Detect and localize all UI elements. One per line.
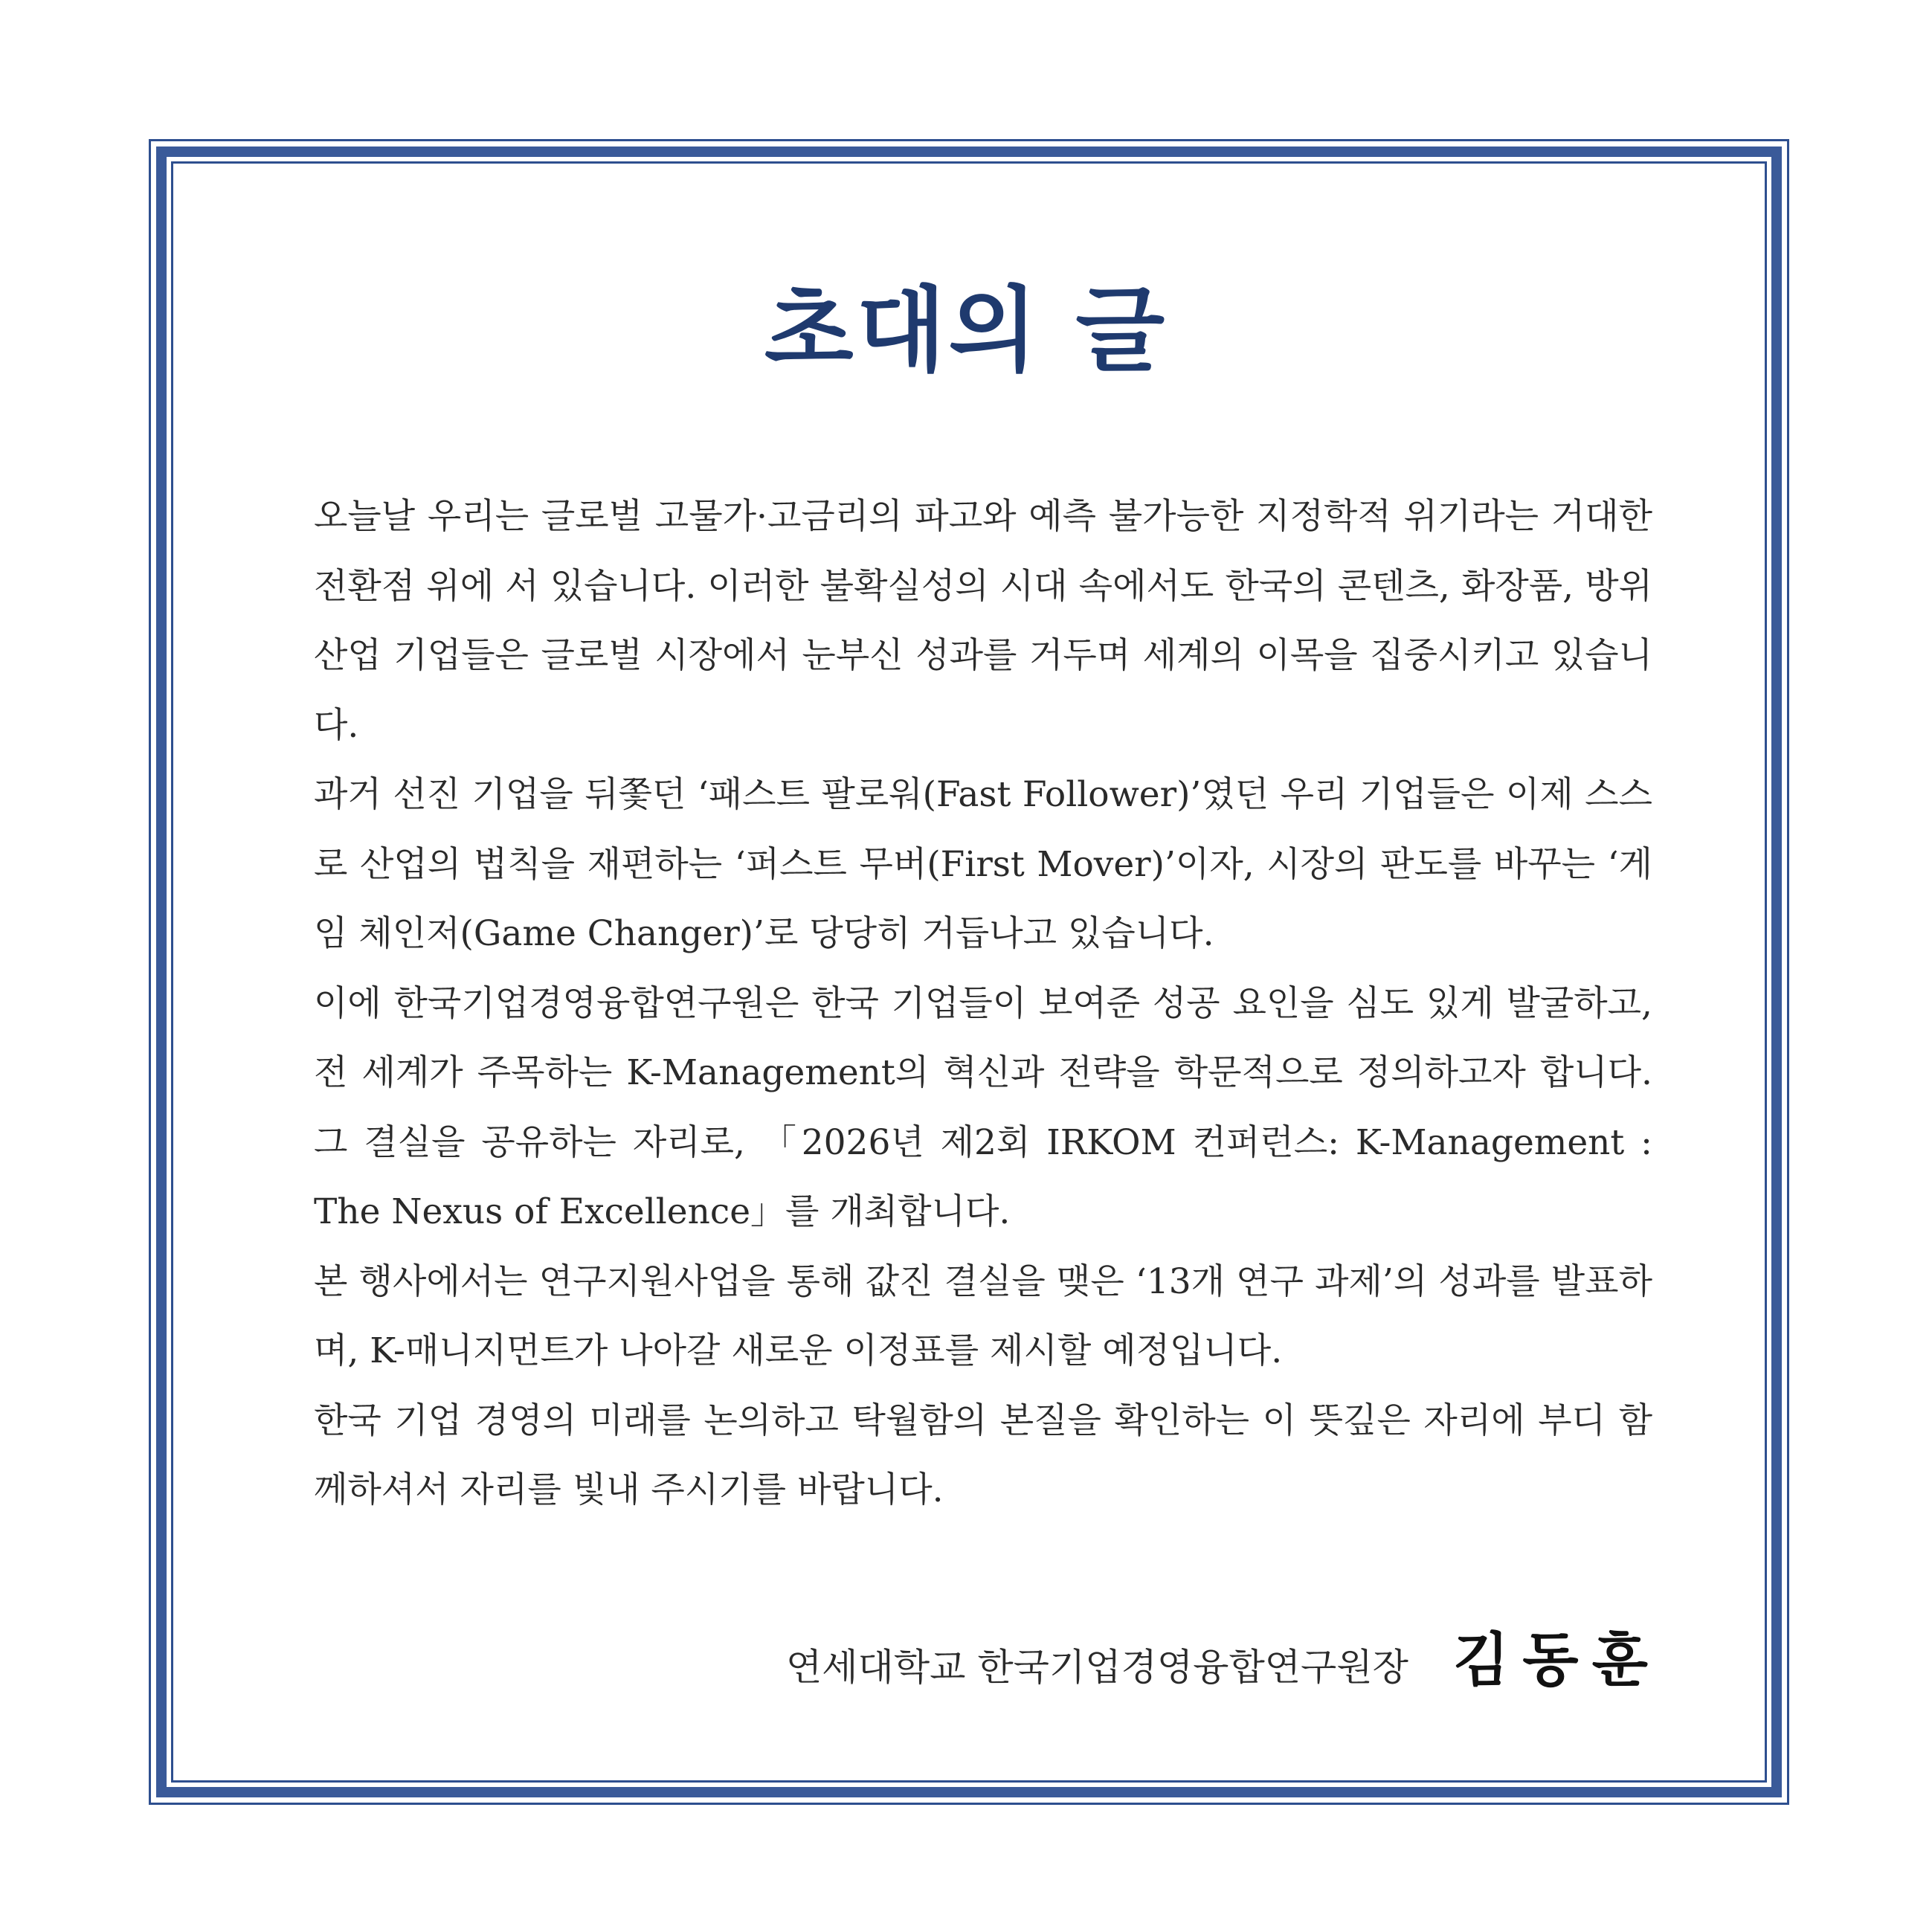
signer-affiliation: 연세대학교 한국기업경영융합연구원장 — [785, 1646, 1408, 1689]
signature — [785, 1614, 1661, 1697]
page-title: 초대의 글 — [764, 277, 1168, 384]
paragraph: 과거 선진 기업을 뒤쫓던 ‘패스트 팔로워(Fast Follower)’였던 우리 기업들은 이제 스스로 산업의 법칙을 재편하는 ‘퍼스트 무버(First Mover)’이자, 시장의 판도를 바꾸는 ‘게임 체인저(Game Changer)’로 당당히 거듭나고 있습니다. — [314, 774, 1652, 954]
signer-name: 김동훈 — [1452, 1627, 1661, 1694]
paragraph: 본 행사에서는 연구지원사업을 통해 값진 결실을 맺은 ‘13개 연구 과제’의 성과를 발표하며, K-매니지먼트가 나아갈 새로운 이정표를 제시할 예정입니다. — [314, 1260, 1652, 1371]
letter-body — [314, 482, 1652, 1525]
paragraph: 이에 한국기업경영융합연구원은 한국 기업들이 보여준 성공 요인을 심도 있게 발굴하고, 전 세계가 주목하는 K-Management의 혁신과 전략을 학문적으로 정의하고자 합니다. 그 결실을 공유하는 자리로, 「2026년 제2회 IRKOM 컨퍼런스: K-Management : The Nexus of Excellence」를 개최합니다. — [314, 982, 1652, 1232]
paragraph: 오늘날 우리는 글로벌 고물가·고금리의 파고와 예측 불가능한 지정학적 위기라는 거대한 전환점 위에 서 있습니다. 이러한 불확실성의 시대 속에서도 한국의 콘텐츠, 화장품, 방위산업 기업들은 글로벌 시장에서 눈부신 성과를 거두며 세계의 이목을 집중시키고 있습니다. — [314, 496, 1652, 746]
paragraph: 한국 기업 경영의 미래를 논의하고 탁월함의 본질을 확인하는 이 뜻깊은 자리에 부디 함께하셔서 자리를 빛내 주시기를 바랍니다. — [314, 1400, 1652, 1510]
